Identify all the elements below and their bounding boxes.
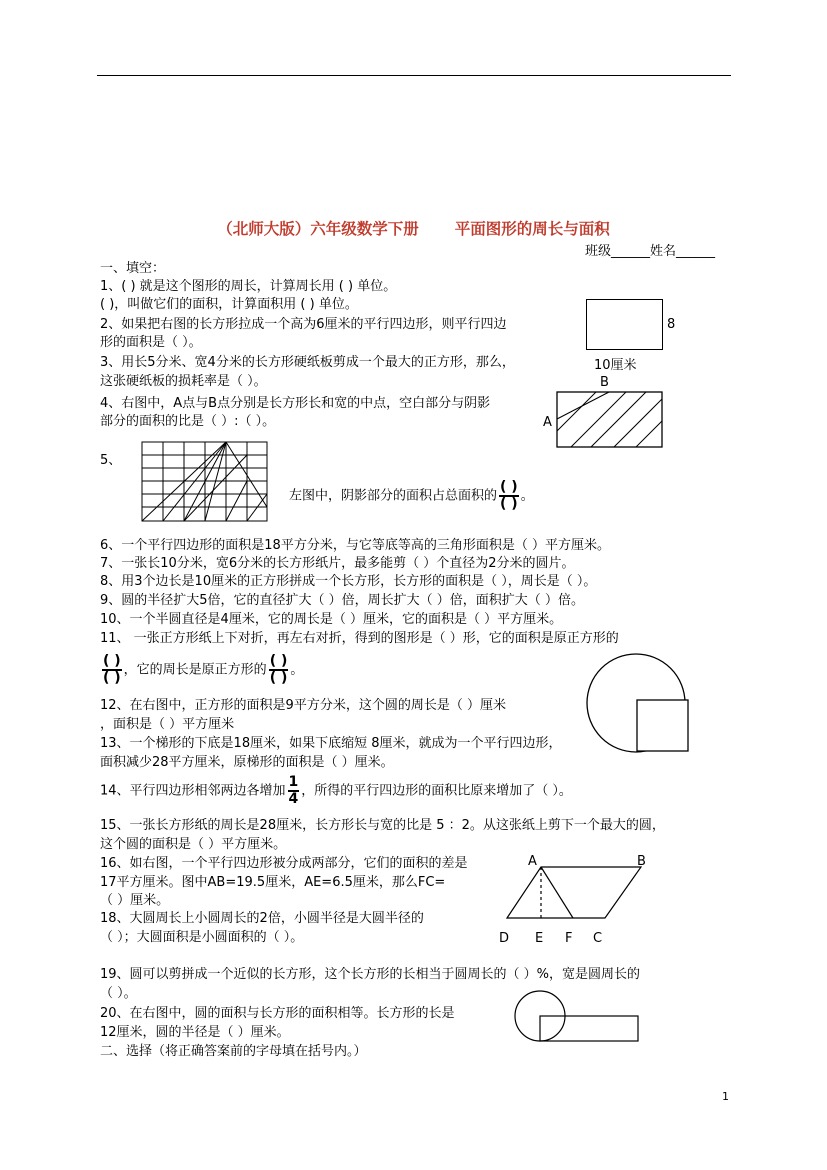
q16-label-a: A — [528, 854, 537, 869]
q14-frac-den: 4 — [288, 791, 299, 807]
q13-line1: 13、一个梯形的下底是18厘米，如果下底缩短 8厘米，就成为一个平行四边形， — [100, 736, 562, 751]
q19-line1: 19、圆可以剪拼成一个近似的长方形，这个长方形的长相当于圆周长的（ ）%，宽是圆周长的 — [100, 967, 641, 982]
q5-text — [289, 480, 534, 512]
q18-line2: （ ）；大圆面积是小圆面积的（ ）。 — [100, 930, 304, 945]
q14-fraction — [288, 775, 300, 807]
q2-rectangle-figure — [586, 299, 663, 350]
q4-label-b: B — [600, 375, 609, 390]
q1-line1: 1、( ) 就是这个图形的周长，计算周长用 ( ) 单位。 — [100, 279, 397, 294]
q8-line: 8、用3个边长是10厘米的正方形拼成一个长方形，长方形的面积是（ ），周长是（ ）。 — [100, 574, 597, 589]
q3-width-label: 10厘米 — [594, 358, 637, 373]
q14-frac-num: 1 — [288, 774, 299, 790]
q16-label-f: F — [565, 931, 573, 946]
q20-line2: 12厘米，圆的半径是（ ）厘米。 — [100, 1025, 290, 1040]
q18-line1: 18、大圆周长上小圆周长的2倍，小圆半径是大圆半径的 — [100, 911, 424, 926]
q14-text-a: 14、平行四边形相邻两边各增加 — [100, 783, 286, 799]
q16-label-c: C — [593, 931, 603, 946]
q16-line3: （ ）厘米。 — [100, 893, 170, 908]
title-part2: 平面图形的周长与面积 — [454, 220, 610, 238]
q5-frac-num: ( ) — [500, 479, 518, 495]
class-name-line: 班级______姓名______ — [585, 244, 716, 259]
q16-label-b: B — [637, 854, 646, 869]
q20-line1: 20、在右图中，圆的面积与长方形的面积相等。长方形的长是 — [100, 1006, 455, 1021]
q3-line2: 这张硬纸板的损耗率是（ ）。 — [100, 374, 267, 389]
q5-frac-den: ( ) — [500, 496, 518, 512]
q4-label-a: A — [543, 415, 552, 430]
q11-frac1-num: ( ) — [103, 653, 121, 669]
q16-label-e: E — [535, 931, 544, 946]
q1-line2: ( )，叫做它们的面积，计算面积用 ( ) 单位。 — [100, 297, 358, 312]
q11-fraction-2 — [269, 654, 289, 686]
q5-text-main: 左图中，阴影部分的面积占总面积的 — [289, 488, 498, 504]
q11-line2 — [100, 654, 303, 686]
q4-hatched-rectangle-figure — [556, 391, 664, 449]
q5-number: 5、 — [100, 453, 122, 468]
section1-heading: 一、填空： — [100, 261, 166, 276]
q10-line: 10、一个半圆直径是4厘米，它的周长是（ ）厘米，它的面积是（ ）平方厘米。 — [100, 612, 563, 627]
title-part1: （北师大版）六年级数学下册 — [217, 220, 419, 238]
q5-grid-figure — [141, 441, 269, 523]
header-rule — [97, 75, 731, 76]
q11-text-end: 。 — [290, 662, 304, 678]
q7-line: 7、一张长10分米，宽6分米的长方形纸片，最多能剪（ ）个直径为2分米的圆片。 — [100, 556, 575, 571]
q11-frac2-den: ( ) — [269, 670, 288, 686]
q5-text-end: 。 — [520, 488, 534, 504]
q16-label-d: D — [499, 931, 510, 946]
q13-line2: 面积减少28平方厘米，原梯形的面积是（ ）厘米。 — [100, 755, 394, 770]
q4-line1: 4、右图中，A点与B点分别是长方形长和宽的中点，空白部分与阴影 — [100, 396, 491, 411]
q5-fraction — [499, 480, 519, 512]
q12-line2: ，面积是（ ）平方厘米 — [100, 717, 235, 732]
q16-line1: 16、如右图，一个平行四边形被分成两部分，它们的面积的差是 — [100, 856, 468, 871]
q19-line2: （ ）。 — [100, 986, 137, 1001]
q11-frac2-num: ( ) — [269, 653, 288, 669]
q14-line — [100, 775, 572, 807]
q16-parallelogram-figure — [505, 866, 645, 920]
section2-heading: 二、选择（将正确答案前的字母填在括号内。） — [100, 1044, 367, 1059]
q2-line1: 2、如果把右图的长方形拉成一个高为6厘米的平行四边形，则平行四边 — [100, 317, 507, 332]
q12-circle-square-figure — [585, 652, 691, 754]
q11-line1: 11、 一张正方形纸上下对折，再左右对折，得到的图形是（ ）形，它的面积是原正方形的 — [100, 631, 619, 646]
q3-line1: 3、用长5分米、宽4分米的长方形硬纸板剪成一个最大的正方形，那么， — [100, 355, 515, 370]
q16-line2: 17平方厘米。图中AB=19.5厘米，AE=6.5厘米，那么FC= — [100, 875, 446, 890]
q15-line1: 15、一张长方形纸的周长是28厘米，长方形长与宽的比是 5 ：2。从这张纸上剪下一个最大的圆， — [100, 818, 665, 833]
q14-text-b: ，所得的平行四边形的面积比原来增加了（ ）。 — [301, 783, 572, 799]
q11-fraction-1 — [102, 654, 122, 686]
q2-height-label: 8 — [667, 317, 676, 332]
q11-text: ，它的周长是原正方形的 — [123, 662, 267, 678]
page-number: 1 — [722, 1090, 729, 1103]
q12-line1: 12、在右图中，正方形的面积是9平方分米，这个圆的周长是（ ）厘米 — [100, 698, 506, 713]
q2-line2: 形的面积是（ ）。 — [100, 335, 202, 350]
q20-circle-rectangle-figure — [513, 990, 641, 1044]
q15-line2: 这个圆的面积是（ ）平方厘米。 — [100, 837, 287, 852]
q6-line: 6、一个平行四边形的面积是18平方分米，与它等底等高的三角形面积是（ ）平方厘米。 — [100, 538, 610, 553]
q9-line: 9、圆的半径扩大5倍，它的直径扩大（ ）倍，周长扩大（ ）倍，面积扩大（ ）倍。 — [100, 593, 584, 608]
q4-line2: 部分的面积的比是（ ）:（ ）。 — [100, 414, 276, 429]
q11-frac1-den: ( ) — [103, 670, 121, 686]
page-title — [0, 217, 827, 239]
